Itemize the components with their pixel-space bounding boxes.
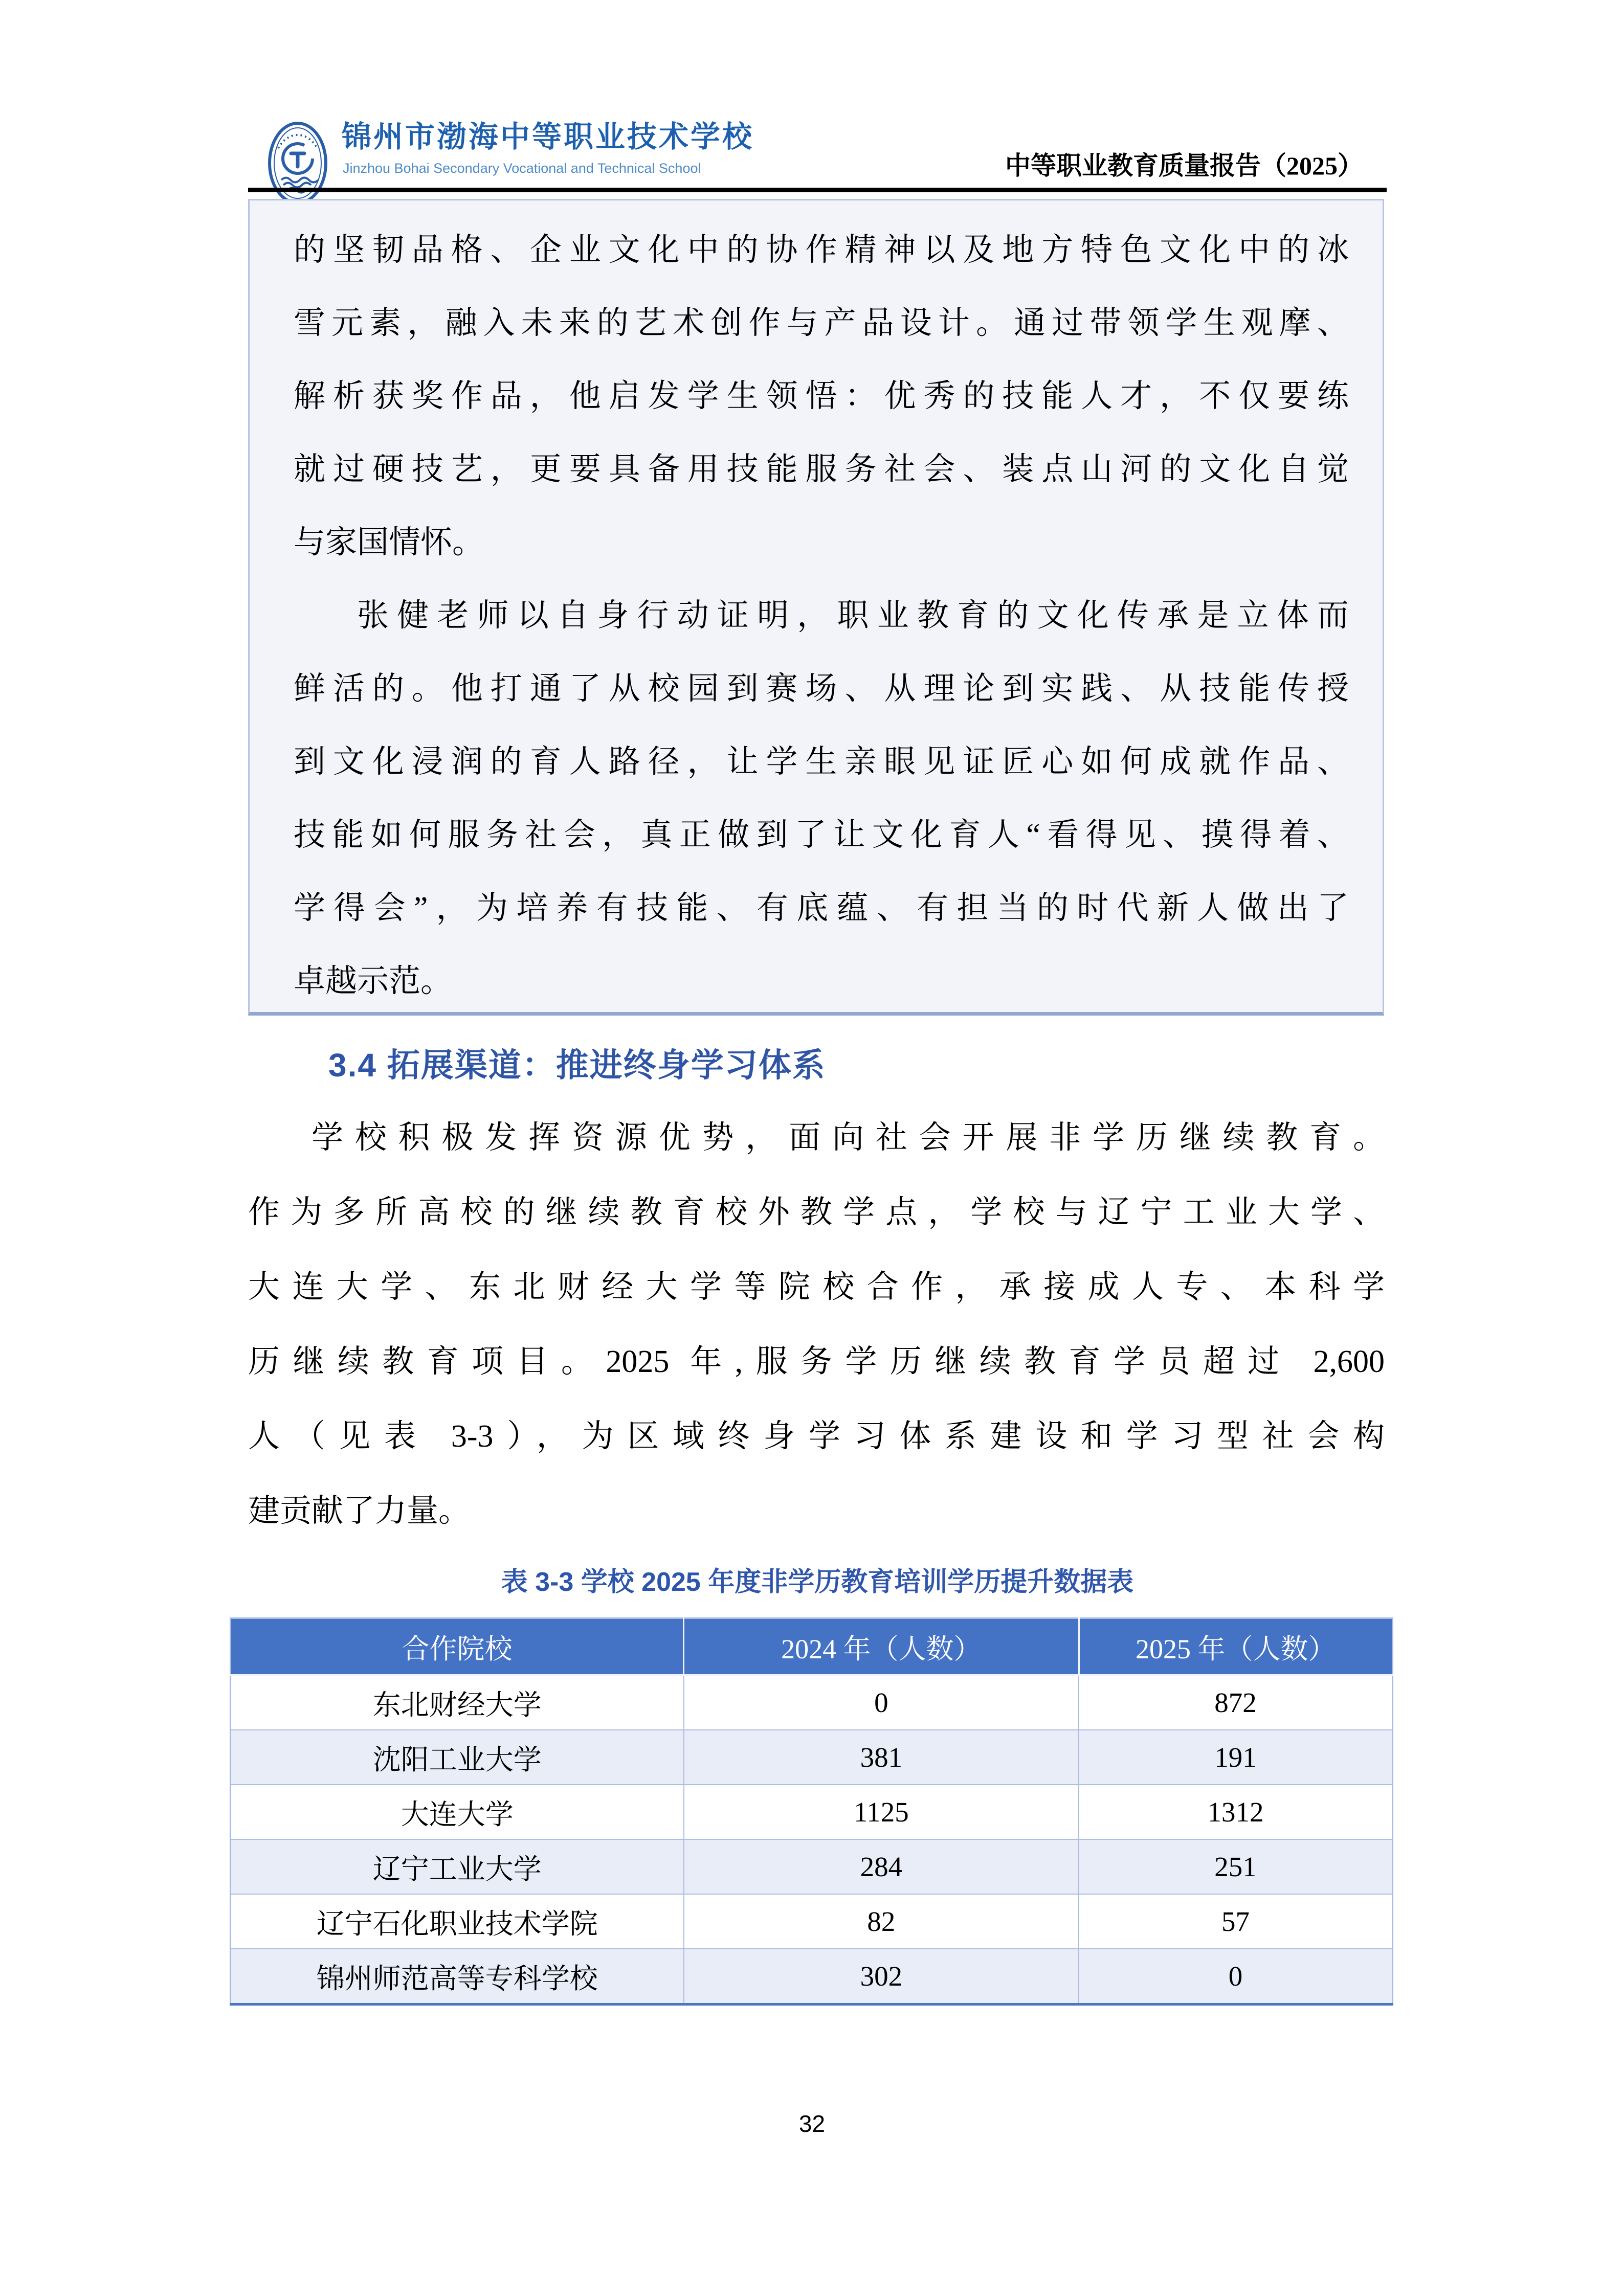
table-row [231, 1785, 1393, 1839]
cell-school: 东北财经大学 [231, 1675, 684, 1730]
text-line: 人（见表 3-3），为区域终身学习体系建设和学习型社会构 [248, 1419, 1385, 1454]
text-line: 学得会”，为培养有技能、有底蕴、有担当的时代新人做出了 [294, 891, 1349, 926]
table-caption: 表 3-3 学校 2025 年度非学历教育培训学历提升数据表 [501, 1567, 1134, 1597]
cell-school: 沈阳工业大学 [231, 1730, 684, 1785]
table-row [231, 1675, 1393, 1730]
education-data-table [230, 1617, 1393, 2006]
text-line: 鲜活的。他打通了从校园到赛场、从理论到实践、从技能传授 [294, 671, 1349, 706]
school-name-en: Jinzhou Bohai Secondary Vocational and Technical School [343, 161, 701, 176]
cell-school: 大连大学 [231, 1785, 684, 1839]
cell-2024: 302 [684, 1949, 1079, 2005]
column-header: 2025 年（人数） [1079, 1618, 1392, 1675]
text-line: 卓越示范。 [294, 964, 453, 999]
text-line: 作为多所高校的继续教育校外教学点，学校与辽宁工业大学、 [248, 1195, 1385, 1230]
highlight-paragraph-2 [294, 579, 1349, 1018]
column-header: 2024 年（人数） [684, 1618, 1079, 1675]
section-heading: 3.4 拓展渠道：推进终身学习体系 [328, 1047, 826, 1084]
text-line: 技能如何服务社会，真正做到了让文化育人“看得见、摸得着、 [294, 818, 1349, 852]
text-line: 学校积极发挥资源优势，面向社会开展非学历继续教育。 [312, 1120, 1385, 1155]
table-row [231, 1839, 1393, 1894]
cell-2024: 284 [684, 1839, 1079, 1894]
text-line: 历继续教育项目。2025 年,服务学历继续教育学员超过 2,600 [248, 1344, 1385, 1379]
text-line: 到文化浸润的育人路径，让学生亲眼见证匠心如何成就作品、 [294, 745, 1349, 779]
cell-2025: 251 [1079, 1839, 1392, 1894]
text-line: 张健老师以自身行动证明，职业教育的文化传承是立体而 [357, 598, 1349, 633]
table-row [231, 1894, 1393, 1949]
cell-2025: 191 [1079, 1730, 1392, 1785]
highlight-paragraph-1 [294, 214, 1349, 579]
cell-2024: 1125 [684, 1785, 1079, 1839]
table-row [231, 1730, 1393, 1785]
text-line: 与家国情怀。 [294, 525, 484, 560]
report-title: 中等职业教育质量报告（2025） [1005, 151, 1363, 180]
header-rule [248, 188, 1387, 192]
text-line: 建贡献了力量。 [248, 1494, 471, 1528]
column-header: 合作院校 [231, 1618, 684, 1675]
table-row [231, 1949, 1393, 2005]
cell-2025: 0 [1079, 1949, 1392, 2005]
page-number: 32 [798, 2110, 826, 2137]
cell-2025: 872 [1079, 1675, 1392, 1730]
cell-2025: 57 [1079, 1894, 1392, 1949]
cell-2024: 381 [684, 1730, 1079, 1785]
text-line: 的坚韧品格、企业文化中的协作精神以及地方特色文化中的冰 [294, 233, 1349, 267]
section-paragraph [248, 1100, 1385, 1548]
cell-2024: 82 [684, 1894, 1079, 1949]
table-header-row [231, 1618, 1393, 1675]
text-line: 解析获奖作品，他启发学生领悟：优秀的技能人才，不仅要练 [294, 379, 1349, 414]
cell-school: 辽宁石化职业技术学院 [231, 1894, 684, 1949]
school-name-cn: 锦州市渤海中等职业技术学校 [342, 120, 754, 153]
highlight-box [248, 199, 1384, 1016]
cell-2024: 0 [684, 1675, 1079, 1730]
text-line: 大连大学、东北财经大学等院校合作，承接成人专、本科学 [248, 1270, 1385, 1304]
cell-2025: 1312 [1079, 1785, 1392, 1839]
cell-school: 辽宁工业大学 [231, 1839, 684, 1894]
text-line: 雪元素，融入未来的艺术创作与产品设计。通过带领学生观摩、 [294, 306, 1349, 341]
cell-school: 锦州师范高等专科学校 [231, 1949, 684, 2005]
text-line: 就过硬技艺，更要具备用技能服务社会、装点山河的文化自觉 [294, 452, 1349, 487]
